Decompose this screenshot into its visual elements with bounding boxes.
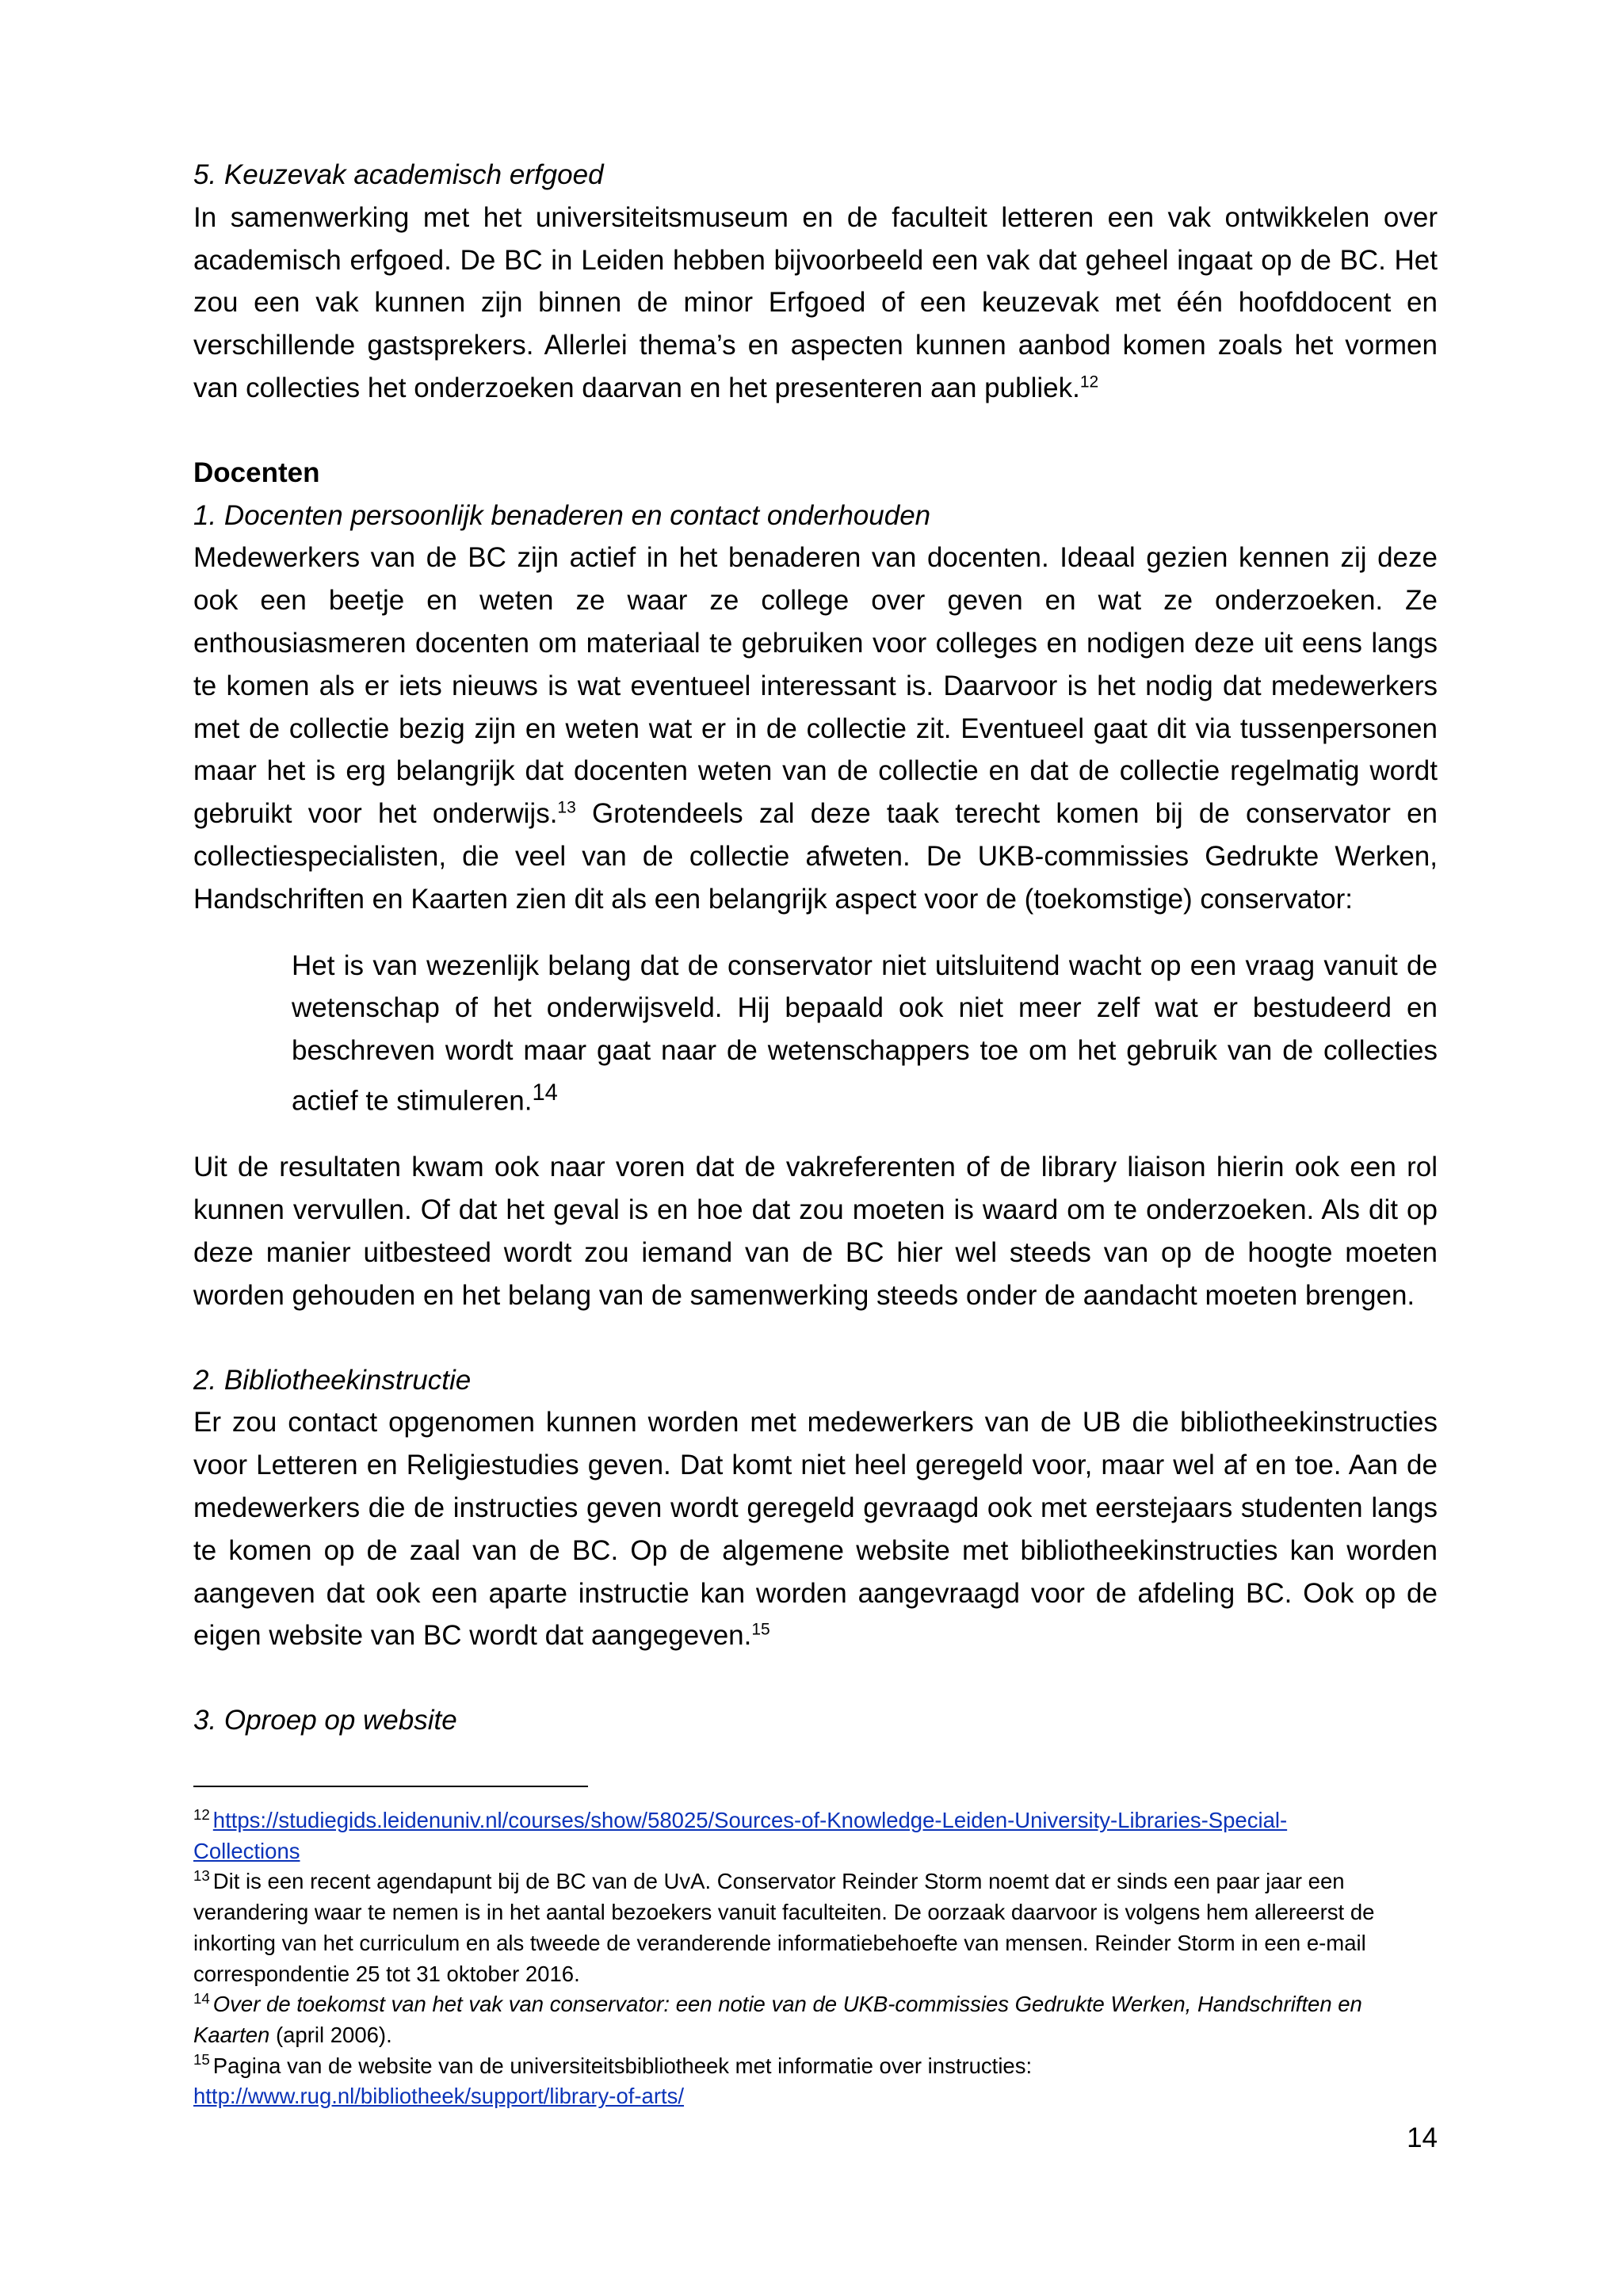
- section-heading-keuzevak: 5. Keuzevak academisch erfgoed: [193, 159, 604, 190]
- subheading-docenten-benaderen: 1. Docenten persoonlijk benaderen en contact onderhouden: [193, 499, 931, 531]
- main-content: [193, 154, 1438, 1742]
- footnote-title: Over de toekomst van het vak van conservator: een notie van de UKB-commissies Gedrukte Werken, Handschriften en Kaarten: [193, 1992, 1362, 2047]
- footnote-number: 15: [193, 2051, 210, 2069]
- footnote-14: [193, 1989, 1438, 2050]
- footnote-ref-15[interactable]: 15: [751, 1620, 770, 1639]
- footnote-link-rug[interactable]: http://www.rug.nl/bibliotheek/support/library-of-arts/: [193, 2084, 685, 2109]
- footnote-number: 14: [193, 1990, 210, 2008]
- footnote-link-leiden-cont[interactable]: Collections: [193, 1838, 300, 1863]
- paragraph-bibliotheekinstructie: [193, 1401, 1438, 1657]
- page-number: 14: [1407, 2122, 1438, 2153]
- subheading-oproep-website: 3. Oproep op website: [193, 1705, 457, 1736]
- footnote-text: Dit is een recent agendapunt bij de BC van de UvA. Conservator Reinder Storm noemt dat er sinds een paar jaar een verandering waar te nemen is in het aantal bezoekers vanuit faculteiten. De oorzaak daarvoor is volgens hem allereerst de inkorting van het curriculum en als tweede de veranderende informatiebehoefte van mensen. Reinder Storm in een e-mail correspondentie 25 tot 31 oktober 2016.: [193, 1869, 1375, 1986]
- paragraph-text: Medewerkers van de BC zijn actief in het benaderen van docenten. Ideaal gezien kennen zij deze ook een beetje en weten ze waar ze college over geven en wat ze onderzoeken. Ze enthousiasmeren docenten om materiaal te gebruiken voor colleges en nodigen deze uit eens langs te komen als er iets nieuws is wat eventueel interessant is. Daarvoor is het nodig dat medewerkers met de collectie bezig zijn en weten wat er in de collectie zit. Eventueel gaat dit via tussenpersonen maar het is erg belangrijk dat docenten weten van de collectie en dat de collectie regelmatig wordt gebruikt voor het onderwijs.: [193, 542, 1438, 830]
- footnote-ref-12[interactable]: 12: [1079, 372, 1099, 392]
- paragraph-text: Er zou contact opgenomen kunnen worden met medewerkers van de UB die bibliotheekinstructies voor Letteren en Religiestudies geven. Dat komt niet heel geregeld voor, maar wel af en toe. Aan de medewerkers die de instructies geven wordt geregeld gevraagd ook met eerstejaars studenten langs te komen op de zaal van de BC. Op de algemene website met bibliotheekinstructies kan worden aangeven dat ook een aparte instructie kan worden aangevraagd voor de afdeling BC. Ook op de eigen website van BC wordt dat aangegeven.: [193, 1407, 1438, 1652]
- section-paragraph-keuzevak: [193, 197, 1438, 410]
- footnotes: [193, 1805, 1438, 2112]
- footnote-number: 12: [193, 1805, 210, 1823]
- footnote-number: 13: [193, 1867, 210, 1885]
- footnote-text: Pagina van de website van de universiteitsbibliotheek met informatie over instructies:: [212, 2053, 1033, 2078]
- footnote-ref-14[interactable]: 14: [532, 1079, 558, 1106]
- subheading-bibliotheekinstructie: 2. Bibliotheekinstructie: [193, 1364, 472, 1396]
- paragraph-text: In samenwerking met het universiteitsmuseum en de faculteit letteren een vak ontwikkelen over academisch erfgoed. De BC in Leiden hebben bijvoorbeeld een vak dat geheel ingaat op de BC. Het zou een vak kunnen zijn binnen de minor Erfgoed of een keuzevak met één hoofddocent en verschillende gastsprekers. Allerlei thema’s en aspecten kunnen aanbod komen zoals het vormen van collecties het onderzoeken daarvan en het presenteren aan publiek.: [193, 201, 1438, 403]
- paragraph-docenten-benaderen: [193, 537, 1438, 920]
- footnote-ref-13[interactable]: 13: [557, 798, 576, 817]
- footnote-link-leiden[interactable]: https://studiegids.leidenuniv.nl/courses/show/58025/Sources-of-Knowledge-Leiden-University-Libraries-Special-: [212, 1808, 1288, 1832]
- footnote-separator: [193, 1786, 588, 1787]
- paragraph-library-liaison: Uit de resultaten kwam ook naar voren dat de vakreferenten of de library liaison hierin ook een rol kunnen vervullen. Of dat het geval is en hoe dat zou moeten is waard om te onderzoeken. Als dit op deze manier uitbesteed wordt zou iemand van de BC hier wel steeds van op de hoogte moeten worden gehouden en het belang van de samenwerking steeds onder de aandacht moeten brengen.: [193, 1152, 1438, 1311]
- footnote-15: [193, 2051, 1438, 2112]
- footnote-12: [193, 1805, 1438, 1866]
- footnote-13: [193, 1866, 1438, 1989]
- quote-text: Het is van wezenlijk belang dat de conservator niet uitsluitend wacht op een vraag vanuit de wetenschap of het onderwijsveld. Hij bepaald ook niet meer zelf wat er bestudeerd en beschreven wordt maar gaat naar de wetenschappers toe om het gebruik van de collecties actief te stimuleren.: [292, 949, 1438, 1117]
- section-heading-docenten: Docenten: [193, 457, 320, 488]
- block-quote: [292, 945, 1438, 1123]
- paragraph-text: Grotendeels zal deze taak terecht komen bij de conservator en collectiespecialisten, die veel van de collectie afweten. De UKB-commissies Gedrukte Werken, Handschriften en Kaarten zien dit als een belangrijk aspect voor de (toekomstige) conservator:: [193, 798, 1438, 915]
- footnote-text: (april 2006).: [269, 2022, 392, 2047]
